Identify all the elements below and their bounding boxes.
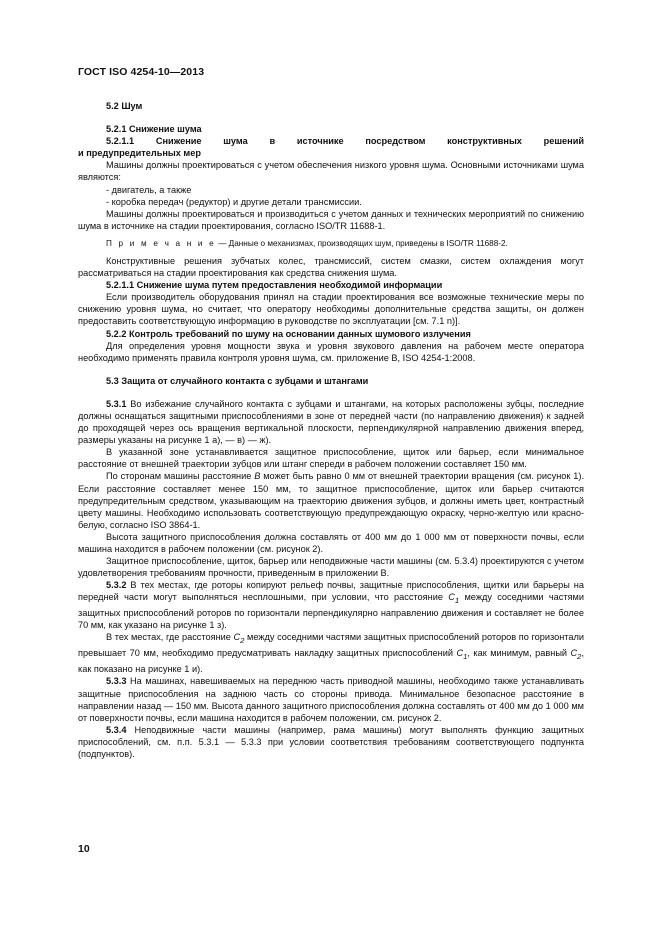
section-5-2-1-1-heading-line2: и предупредительных мер <box>78 148 201 159</box>
text-fragment: В тех местах, где роторы копируют рельеф почвы, защитные приспособления, щитки или барьеры на передней части могут выполняться несплошными, при условии, что расстояние <box>78 580 584 603</box>
paragraph: Машины должны проектироваться и производиться с учетом данных и технических мероприятий по снижению шума в источнике на стадии проектирования, согласно ISO/TR 11688-1. <box>78 208 584 231</box>
clause-text: На машинах, навешиваемых на переднюю часть приводной машины, необходимо также устанавливать защитные приспособления на заднюю часть со стороны привода. Минимальное безопасное расстояние в направлении назад — 150 мм. Высота данного защитного приспособления должна составлять от 400 мм до 1 000 мм от поверхности почвы, если машина находится в рабочем положении, см. рисунок 2. <box>78 676 584 723</box>
subscript: 2 <box>240 636 245 646</box>
paragraph: Высота защитного приспособления должна составлять от 400 мм до 1 000 мм от поверхности почвы, если машина находится в рабочем положении (см. рисунок 2). <box>78 531 584 554</box>
symbol-b: B <box>254 471 261 482</box>
document-page <box>78 66 584 760</box>
section-5-2-1-1-heading <box>78 135 584 147</box>
paragraph: Защитное приспособление, щиток, барьер или неподвижные части машины (см. 5.3.4) проектируются с учетом удовлетворения требованиям прочности, приведенным в приложении В. <box>78 556 584 579</box>
text-fragment: между соседними частями защитных приспособлений роторов по горизонтали превышает 70 мм, необходимо предусматривать накладку защитных приспособлений <box>78 632 584 659</box>
paragraph-5-3-3 <box>78 675 584 723</box>
text-fragment: В тех местах, где расстояние <box>106 632 234 643</box>
clause-text: Неподвижные части машины (например, рама машины) могут выполнять функцию защитных приспособлений, см. п.п. 5.3.1 — 5.3.3 при условии соответствия требованиям соответствующего подпункта (подпунктов). <box>78 724 584 759</box>
section-5-2-1-1b-heading: 5.2.1.1 Снижение шума путем предоставления необходимой информации <box>106 280 443 291</box>
section-5-2-1-1-heading-line1: 5.2.1.1 Снижение шума в источнике посредством конструктивных решений <box>106 136 584 147</box>
document-header: ГОСТ ISO 4254-10—2013 <box>78 66 205 78</box>
list-item: - коробка передач (редуктор) и другие детали трансмиссии. <box>106 196 362 207</box>
clause-number: 5.3.3 <box>106 676 127 687</box>
symbol-c: C <box>233 632 241 643</box>
note-label: П р и м е ч а н и е <box>106 238 216 248</box>
paragraph-5-3-4 <box>78 724 584 760</box>
paragraph-5-3-1 <box>78 398 584 446</box>
text-fragment: , как минимум, равный <box>467 648 571 659</box>
clause-text: Во избежание случайного контакта с зубцами и штангами, на которых расположены зубцы, последние должны оснащаться защитными приспособлениями в зоне от передней части (по направлению движения) к задней до проходящей через ось вращения вертикальной плоскости, перпендикулярной направлению движения вперед, размеры указаны на рисунке 1 а), — в) — ж). <box>78 398 584 446</box>
paragraph: Если производитель оборудования принял на стадии проектирования все возможные технические меры по снижению уровня шума, но считает, что оператору необходимы дополнительные средства защиты, он должен предоставить соответствующую информацию в руководстве по эксплуатации [см. 7.1 n)]. <box>78 292 584 327</box>
paragraph: В указанной зоне устанавливается защитное приспособление, щиток или барьер, если минимальное расстояние от внешней траектории зубцов или штанг спереди в рабочем положении составляет 150 мм. <box>78 447 584 470</box>
paragraph <box>78 631 584 675</box>
text-fragment: может быть равно 0 мм от внешней траектории вращения (см. рисунок 1). Если расстояние составляет менее 150 мм, то защитное приспособление, щиток или барьер считаются предупредительным средством, указывающим на траекторию движения зубцов, и должны иметь цвет, контрастный цвету машины. Необходимо использовать соответствующую предупреждающую окраску, черно-желтую или красно-белую, согласно ISO 3864-1. <box>78 471 584 530</box>
symbol-c: C <box>448 592 455 603</box>
symbol-c: C <box>456 648 464 659</box>
text-fragment: между соседними частями защитных приспособлений роторов по горизонтали перпендикулярно направлению движения и составляет не более 70 мм, как указано на рисунке 1 з). <box>78 592 584 631</box>
section-5-2-1-heading: 5.2.1 Снижение шума <box>106 124 202 135</box>
note-text: — Данные о механизмах, производящих шум, приведены в ISO/TR 11688-2. <box>215 238 508 248</box>
text-fragment: По сторонам машины расстояние <box>106 471 255 482</box>
list-item: - двигатель, а также <box>106 184 192 195</box>
subscript: 2 <box>577 652 582 662</box>
section-5-3-heading: 5.3 Защита от случайного контакта с зубцами и штангами <box>106 375 369 386</box>
clause-number: 5.3.1 <box>106 398 127 409</box>
note <box>78 238 584 249</box>
page-number: 10 <box>78 843 90 855</box>
section-5-2-heading: 5.2 Шум <box>106 101 143 111</box>
section-5-2-2-heading: 5.2.2 Контроль требований по шуму на основании данных шумового излучения <box>106 328 471 339</box>
text-fragment: , как показано на рисунке 1 и). <box>78 648 584 675</box>
paragraph-5-3-2 <box>78 579 584 631</box>
paragraph: Машины должны проектироваться с учетом обеспечения низкого уровня шума. Основными источниками шума являются: <box>78 160 584 183</box>
paragraph: Конструктивные решения зубчатых колес, трансмиссий, систем смазки, систем охлаждения могут рассматриваться на стадии проектирования как средства снижения шума. <box>78 255 584 279</box>
subscript: 1 <box>454 596 460 606</box>
subscript: 1 <box>463 652 468 662</box>
clause-number: 5.3.2 <box>106 580 127 591</box>
paragraph <box>78 470 584 530</box>
clause-number: 5.3.4 <box>106 724 127 735</box>
symbol-c: C <box>570 648 578 659</box>
paragraph: Для определения уровня мощности звука и уровня звукового давления на рабочем месте оператора необходимо применять правила контроля уровня шума, см. приложение В, ISO 4254-1:2008. <box>78 340 584 363</box>
